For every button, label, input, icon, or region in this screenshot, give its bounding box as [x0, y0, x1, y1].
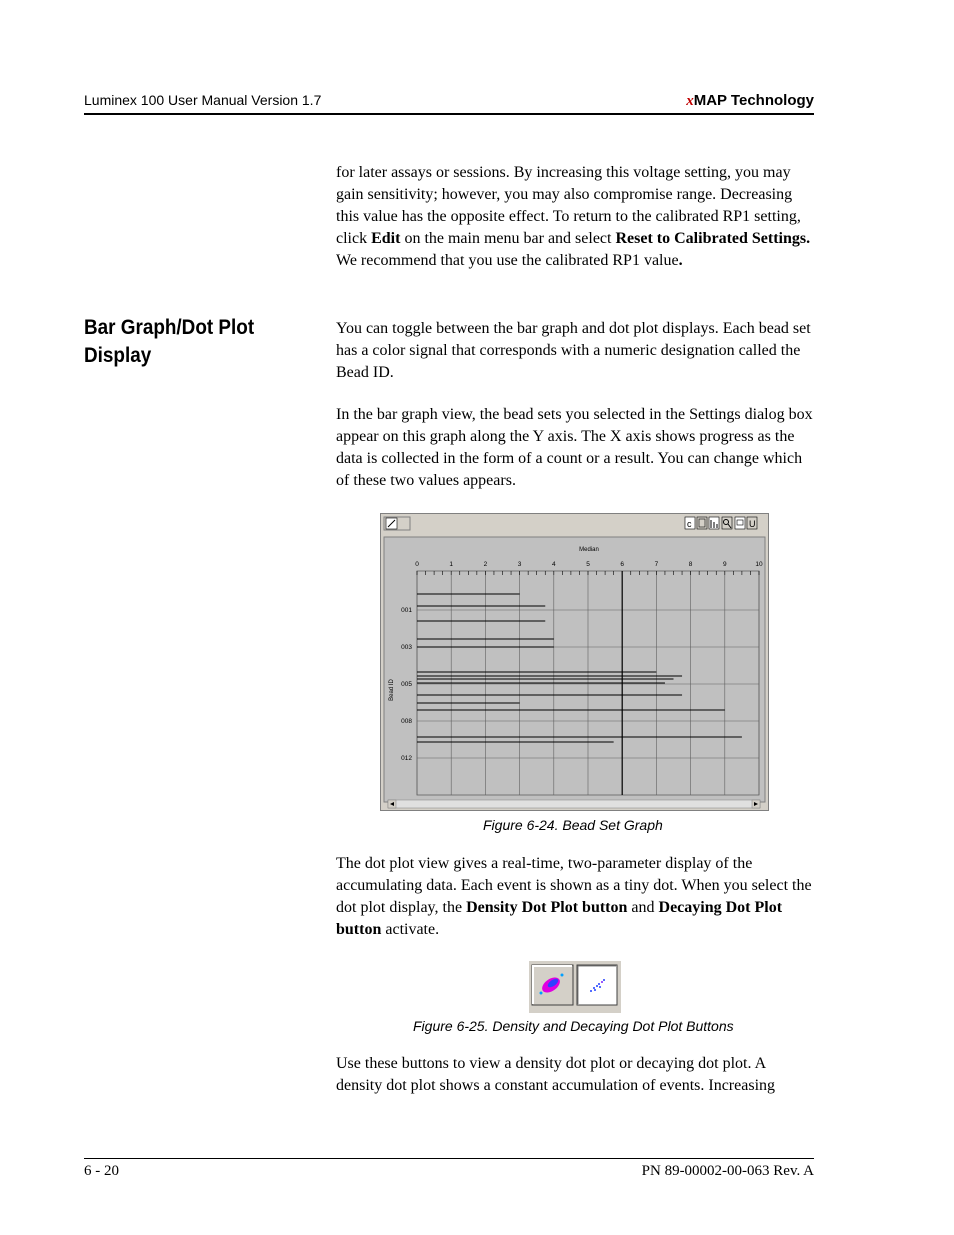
para1-text1: for later assays or sessions. By increasing this voltage setting, you may gain sensitivity; however, you may also compromise range. Decreasing this value has the opposite effect. To return to the calibrated RP1 setting, click [336, 164, 801, 247]
section-heading: Bar Graph/Dot Plot Display [84, 316, 255, 367]
running-header-title: Luminex 100 User Manual Version 1.7 [84, 92, 322, 108]
paragraph-voltage [336, 162, 814, 272]
x-tick-label: 6 [620, 561, 625, 568]
x-tick-label: 4 [551, 561, 556, 568]
running-header-brand [686, 92, 814, 110]
dot-plot-buttons [529, 961, 621, 1013]
paragraph-dot-plot [336, 853, 814, 941]
x-tick-label: 3 [517, 561, 522, 568]
y-tick-label: 005 [401, 681, 412, 688]
x-tick-label: 2 [483, 561, 488, 568]
y-tick-label: 001 [401, 607, 412, 614]
para4-text2: and [627, 899, 659, 916]
search-icon[interactable] [722, 517, 732, 529]
paragraph-bar-graph [336, 404, 814, 492]
brand-rest: MAP Technology [693, 92, 814, 109]
paragraph-density [336, 1053, 814, 1097]
window-icon[interactable] [735, 517, 745, 529]
footer-rule [84, 1158, 814, 1159]
bead-set-graph [380, 513, 769, 811]
decaying-dot-plot-button[interactable] [577, 965, 617, 1005]
para1-text2: on the main menu bar and select [400, 230, 616, 247]
bar-chart-icon[interactable] [709, 517, 719, 529]
x-tick-label: 0 [415, 561, 419, 568]
para4-text1: The dot plot view gives a real-time, two-parameter display of the accumulating data. Each event is shown as a tiny dot. When you select the dot plot display, the [336, 855, 812, 916]
x-tick-label: 7 [654, 561, 659, 568]
para4-text3: activate. [381, 921, 440, 938]
header-rule [84, 113, 814, 115]
y-tick-label: 003 [401, 644, 412, 651]
para4-density: Density Dot Plot button [466, 899, 628, 916]
y-tick-label: 012 [401, 755, 412, 762]
x-tick-label: 9 [722, 561, 727, 568]
para4-decaying: Decaying Dot Plot button [336, 899, 783, 938]
x-tick-label: 8 [688, 561, 693, 568]
density-dot-plot-button[interactable] [532, 965, 573, 1005]
x-tick-label: 10 [755, 561, 763, 568]
svg-text:U: U [749, 519, 756, 529]
para2-text: You can toggle between the bar graph and dot plot displays. Each bead set has a color signal that corresponds with a numeric designation called the Bead ID. [336, 320, 811, 381]
horizontal-scrollbar[interactable] [388, 800, 760, 808]
copy-icon[interactable] [697, 517, 707, 529]
y-tick-label: 008 [401, 718, 412, 725]
chart-title: Median [579, 547, 599, 553]
page-number: 6 - 20 [84, 1163, 119, 1179]
para1-reset: Reset to Calibrated Settings. [615, 230, 811, 247]
y-axis-label: Bead ID [389, 679, 395, 701]
brand-x: x [686, 93, 694, 109]
para1-edit: Edit [371, 230, 401, 247]
svg-text:c: c [687, 519, 692, 529]
para1-text3: We recommend that you use the calibrated RP1 value [336, 252, 679, 269]
c-icon[interactable] [685, 517, 695, 529]
pen-icon[interactable] [386, 518, 397, 529]
u-icon[interactable] [747, 517, 757, 529]
x-tick-label: 1 [449, 561, 454, 568]
para5-text: Use these buttons to view a density dot plot or decaying dot plot. A density dot plot shows a constant accumulation of events. Increasing [336, 1055, 776, 1094]
paragraph-toggle [336, 318, 814, 384]
figure2-caption: Figure 6-25. Density and Decaying Dot Plot Buttons [413, 1018, 734, 1034]
figure1-caption: Figure 6-24. Bead Set Graph [483, 817, 663, 833]
para3-text: In the bar graph view, the bead sets you selected in the Settings dialog box appear on this graph along the Y axis. The X axis shows progress as the data is collected in the form of a count or a result. You can change which of these two values appears. [336, 406, 813, 489]
para1-period: . [678, 252, 683, 269]
part-number: PN 89-00002-00-063 Rev. A [641, 1163, 814, 1179]
x-tick-label: 5 [586, 561, 590, 568]
